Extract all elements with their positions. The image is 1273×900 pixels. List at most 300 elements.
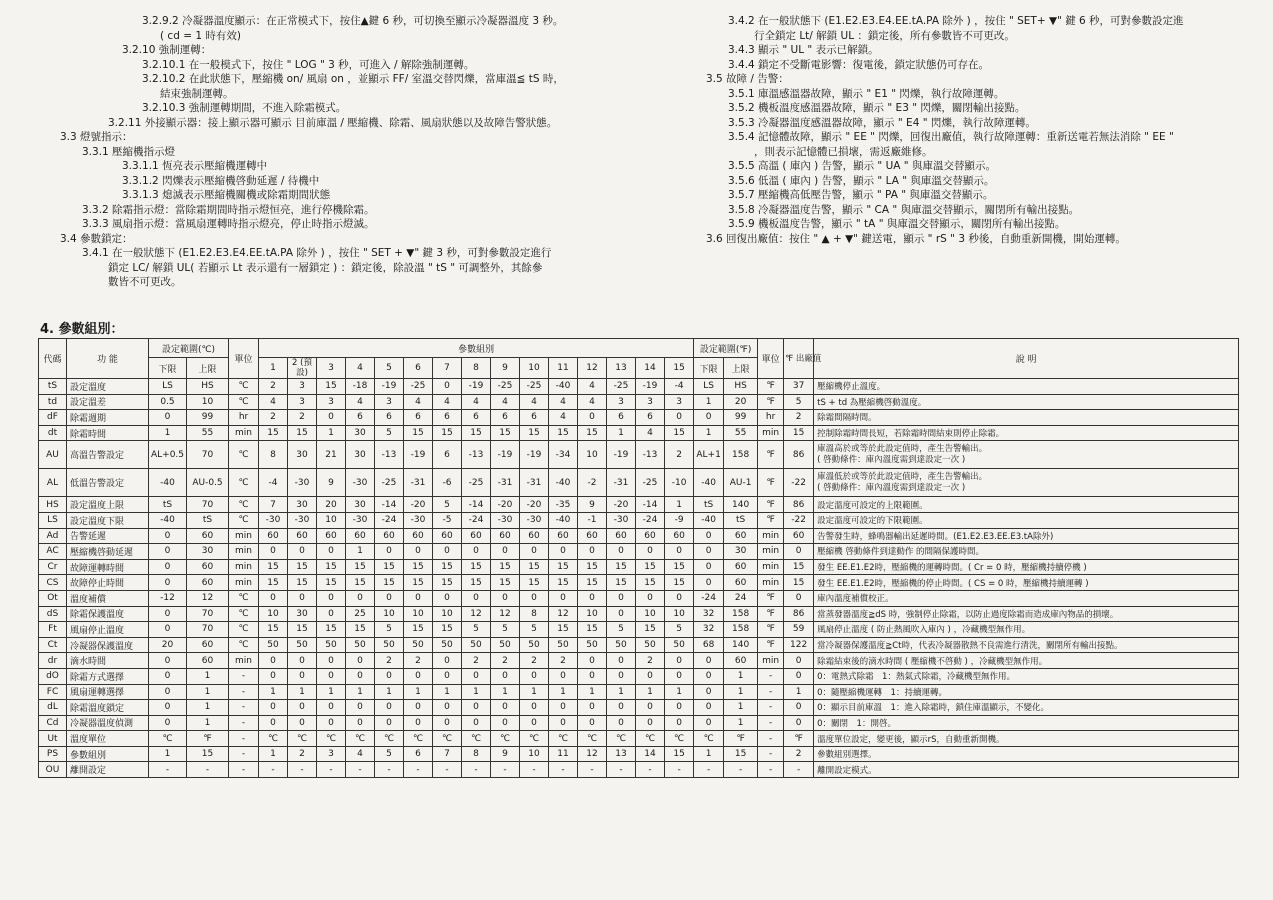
- group-value: 15: [520, 425, 549, 441]
- group-value: ℃: [433, 731, 462, 747]
- group-value: 0: [636, 715, 665, 731]
- header-group-15: 15: [665, 358, 694, 379]
- text-line: 3.4.1 在一般狀態下 (E1.E2.E3.E4.EE.tA.PA 除外 ) ，按住 " SET + ▼" 鍵 3 秒，可對參數設定進行: [82, 247, 552, 259]
- group-value: 0: [259, 668, 288, 684]
- range-lower-f: -24: [694, 590, 724, 606]
- group-value: 5: [462, 622, 491, 638]
- factory-default-f: 15: [784, 575, 814, 591]
- group-value: 4: [433, 394, 462, 410]
- group-value: 0: [578, 590, 607, 606]
- text-line: 3.5.2 機板溫度感溫器故障，顯示 " E3 " 閃爍，關閉輸出接點。: [728, 102, 1026, 114]
- group-value: -25: [375, 469, 404, 497]
- param-function: 參數組別: [67, 746, 149, 762]
- param-code: HS: [39, 497, 67, 513]
- group-value: 50: [491, 637, 520, 653]
- left-text-column: [60, 14, 620, 290]
- range-upper-c: 1: [187, 668, 229, 684]
- text-line: 3.5.5 高溫 ( 庫內 ) 告警，顯示 " UA " 與庫溫交替顯示。: [728, 160, 996, 172]
- group-value: 15: [607, 559, 636, 575]
- group-value: 15: [578, 622, 607, 638]
- group-value: 0: [665, 700, 694, 716]
- group-value: 0: [346, 653, 375, 669]
- param-code: OU: [39, 762, 67, 778]
- param-description: [814, 497, 1239, 513]
- text-line: 3.4.2 在一般狀態下 (E1.E2.E3.E4.EE.tA.PA 除外 ) ，按住 " SET+ ▼" 鍵 6 秒，可對參數設定進: [728, 15, 1184, 27]
- param-description: [814, 668, 1239, 684]
- range-lower-c: 1: [149, 425, 187, 441]
- group-value: 60: [636, 528, 665, 544]
- unit-f: ℉: [758, 637, 784, 653]
- group-value: 0: [317, 544, 346, 560]
- group-value: -30: [288, 512, 317, 528]
- range-upper-c: 60: [187, 653, 229, 669]
- group-value: 1: [607, 684, 636, 700]
- factory-default-f: ℉: [784, 731, 814, 747]
- unit-c: min: [229, 575, 259, 591]
- group-value: 5: [665, 622, 694, 638]
- description-line: 0：關閉 1：開啓。: [817, 718, 896, 729]
- range-lower-c: 0: [149, 715, 187, 731]
- group-value: 4: [404, 394, 433, 410]
- group-value: 15: [317, 559, 346, 575]
- group-value: 5: [433, 497, 462, 513]
- group-value: 7: [259, 497, 288, 513]
- param-description: [814, 731, 1239, 747]
- group-value: 50: [578, 637, 607, 653]
- header-group-14: 14: [636, 358, 665, 379]
- range-upper-c: 60: [187, 528, 229, 544]
- group-value: 3: [665, 394, 694, 410]
- param-code: AU: [39, 441, 67, 469]
- range-upper-f: 1: [724, 700, 758, 716]
- range-lower-f: -: [694, 762, 724, 778]
- group-value: 15: [433, 559, 462, 575]
- group-value: 15: [665, 575, 694, 591]
- group-value: -30: [607, 512, 636, 528]
- range-upper-c: 70: [187, 497, 229, 513]
- group-value: -: [404, 762, 433, 778]
- param-description: [814, 528, 1239, 544]
- group-value: 0: [578, 668, 607, 684]
- group-value: 15: [636, 559, 665, 575]
- group-value: 60: [346, 528, 375, 544]
- group-value: 14: [636, 746, 665, 762]
- group-value: 2: [259, 410, 288, 426]
- description-line: 0：電熱式除霜 1：熱氣式除霜，冷藏機型無作用。: [817, 672, 1015, 683]
- group-value: 0: [259, 590, 288, 606]
- description-line: 0：顯示目前庫溫 1：進入除霜時，鎖住庫溫顯示，不變化。: [817, 703, 1049, 714]
- group-value: 50: [375, 637, 404, 653]
- range-lower-c: -: [149, 762, 187, 778]
- param-description: [814, 469, 1239, 497]
- group-value: 10: [317, 512, 346, 528]
- range-upper-f: 15: [724, 746, 758, 762]
- unit-f: min: [758, 528, 784, 544]
- group-value: 2: [259, 379, 288, 395]
- range-lower-f: 1: [694, 394, 724, 410]
- group-value: 15: [259, 425, 288, 441]
- text-line: 3.3.1.1 恆亮表示壓縮機運轉中: [122, 160, 268, 172]
- param-function: 告警延遲: [67, 528, 149, 544]
- group-value: 1: [375, 684, 404, 700]
- range-upper-c: 70: [187, 441, 229, 469]
- group-value: 4: [259, 394, 288, 410]
- unit-c: ℃: [229, 469, 259, 497]
- header-upper-c: 上限: [187, 358, 229, 379]
- group-value: 0: [607, 544, 636, 560]
- range-upper-c: tS: [187, 512, 229, 528]
- group-value: 1: [549, 684, 578, 700]
- description-line: ( 啓動條件：庫內溫度需到達設定一次 ): [817, 454, 966, 465]
- param-function: 溫度單位: [67, 731, 149, 747]
- group-value: ℃: [404, 731, 433, 747]
- description-line: 參數組別選擇。: [817, 750, 877, 761]
- range-lower-c: 1: [149, 746, 187, 762]
- group-value: 0: [462, 544, 491, 560]
- group-value: -40: [549, 469, 578, 497]
- group-value: 15: [665, 559, 694, 575]
- group-value: -30: [346, 469, 375, 497]
- text-line: ，則表示記憶體已損壞，需返廠維修。: [754, 145, 933, 158]
- group-value: 0: [375, 668, 404, 684]
- group-value: 15: [665, 425, 694, 441]
- group-value: 0: [433, 715, 462, 731]
- group-value: 1: [665, 684, 694, 700]
- range-lower-f: 0: [694, 410, 724, 426]
- unit-f: ℉: [758, 512, 784, 528]
- group-value: 1: [346, 544, 375, 560]
- group-value: 0: [259, 544, 288, 560]
- group-value: 15: [462, 559, 491, 575]
- group-value: 60: [259, 528, 288, 544]
- group-value: 2: [636, 653, 665, 669]
- group-value: 15: [491, 425, 520, 441]
- range-lower-c: tS: [149, 497, 187, 513]
- factory-default-f: 60: [784, 528, 814, 544]
- unit-f: ℉: [758, 590, 784, 606]
- group-value: -31: [404, 469, 433, 497]
- range-upper-c: 60: [187, 575, 229, 591]
- range-lower-f: tS: [694, 497, 724, 513]
- group-value: -1: [578, 512, 607, 528]
- group-value: ℃: [491, 731, 520, 747]
- unit-c: ℃: [229, 394, 259, 410]
- header-group-7: 7: [433, 358, 462, 379]
- group-value: 25: [346, 606, 375, 622]
- range-lower-f: 0: [694, 528, 724, 544]
- param-function: 設定溫度上限: [67, 497, 149, 513]
- param-description: [814, 606, 1239, 622]
- unit-f: -: [758, 684, 784, 700]
- table-row: [39, 622, 1239, 638]
- group-value: 15: [346, 622, 375, 638]
- range-upper-c: 60: [187, 637, 229, 653]
- group-value: -: [259, 762, 288, 778]
- param-description: [814, 762, 1239, 778]
- range-upper-c: 12: [187, 590, 229, 606]
- table-row: [39, 379, 1239, 395]
- unit-f: ℉: [758, 469, 784, 497]
- header-group-6: 6: [404, 358, 433, 379]
- section-title: 4. 參數組別：: [40, 322, 124, 337]
- description-line: 發生 EE.E1.E2時，壓縮機的運轉時間。( Cr = 0 時，壓縮機持續停機 ): [817, 563, 1087, 574]
- group-value: 10: [665, 606, 694, 622]
- group-value: 6: [433, 410, 462, 426]
- param-function: 冷凝器溫度偵測: [67, 715, 149, 731]
- group-value: -13: [462, 441, 491, 469]
- group-value: 0: [520, 700, 549, 716]
- group-value: 15: [462, 425, 491, 441]
- param-description: [814, 684, 1239, 700]
- param-description: [814, 544, 1239, 560]
- group-value: 6: [375, 410, 404, 426]
- unit-f: -: [758, 762, 784, 778]
- unit-f: -: [758, 715, 784, 731]
- unit-c: -: [229, 684, 259, 700]
- group-value: 0: [462, 668, 491, 684]
- factory-default-f: 86: [784, 497, 814, 513]
- text-line: 3.3 燈號指示：: [60, 131, 133, 143]
- param-function: 設定溫差: [67, 394, 149, 410]
- group-value: 50: [549, 637, 578, 653]
- factory-default-f: 0: [784, 544, 814, 560]
- header-group-3: 3: [317, 358, 346, 379]
- range-lower-f: 1: [694, 425, 724, 441]
- param-code: Ft: [39, 622, 67, 638]
- range-upper-c: AU-0.5: [187, 469, 229, 497]
- group-value: 60: [607, 528, 636, 544]
- group-value: 1: [665, 497, 694, 513]
- group-value: 1: [607, 425, 636, 441]
- group-value: 0: [520, 715, 549, 731]
- group-value: 15: [462, 575, 491, 591]
- param-function: 故障停止時間: [67, 575, 149, 591]
- range-lower-f: -40: [694, 469, 724, 497]
- group-value: 15: [520, 575, 549, 591]
- group-value: -34: [549, 441, 578, 469]
- group-value: 0: [549, 715, 578, 731]
- range-upper-c: 15: [187, 746, 229, 762]
- text-line: 3.3.1.3 熄滅表示壓縮機關機或除霜期間狀態: [122, 189, 331, 201]
- header-range-f: 設定範圍(℉): [694, 339, 758, 358]
- group-value: 0: [491, 544, 520, 560]
- group-value: 0: [317, 715, 346, 731]
- group-value: 0: [346, 700, 375, 716]
- factory-default-f: 0: [784, 668, 814, 684]
- text-line: 3.4.4 鎖定不受斷電影響：復電後，鎖定狀態仍可存在。: [728, 58, 990, 71]
- group-value: 10: [578, 441, 607, 469]
- group-value: -30: [491, 512, 520, 528]
- group-value: -19: [462, 379, 491, 395]
- group-value: 2: [404, 653, 433, 669]
- group-value: 0: [375, 715, 404, 731]
- unit-f: ℉: [758, 622, 784, 638]
- group-value: -: [346, 762, 375, 778]
- group-value: 12: [578, 746, 607, 762]
- group-value: -: [520, 762, 549, 778]
- group-value: 5: [375, 425, 404, 441]
- group-value: 0: [665, 653, 694, 669]
- group-value: 0: [317, 590, 346, 606]
- range-upper-f: 20: [724, 394, 758, 410]
- range-upper-f: 55: [724, 425, 758, 441]
- range-lower-c: 0: [149, 528, 187, 544]
- group-value: -20: [404, 497, 433, 513]
- range-upper-c: 70: [187, 622, 229, 638]
- header-group-4: 4: [346, 358, 375, 379]
- group-value: 1: [433, 684, 462, 700]
- unit-c: -: [229, 746, 259, 762]
- group-value: 0: [520, 544, 549, 560]
- range-upper-f: 60: [724, 575, 758, 591]
- range-lower-c: 0: [149, 559, 187, 575]
- range-lower-f: 0: [694, 700, 724, 716]
- group-value: 3: [607, 394, 636, 410]
- table-row: [39, 762, 1239, 778]
- group-value: 10: [404, 606, 433, 622]
- group-value: 3: [288, 379, 317, 395]
- header-description: 說 明: [814, 339, 1239, 379]
- unit-f: min: [758, 559, 784, 575]
- group-value: 0: [636, 544, 665, 560]
- group-value: 15: [346, 559, 375, 575]
- unit-c: min: [229, 559, 259, 575]
- factory-default-f: 0: [784, 700, 814, 716]
- group-value: -25: [607, 379, 636, 395]
- range-lower-f: 0: [694, 653, 724, 669]
- text-line: 3.5.3 冷凝器溫度感溫器故障，顯示 " E4 " 閃爍，執行故障運轉。: [728, 116, 1036, 129]
- header-group-11: 11: [549, 358, 578, 379]
- group-value: 0: [462, 715, 491, 731]
- range-upper-c: 1: [187, 715, 229, 731]
- group-value: 0: [549, 700, 578, 716]
- group-value: 0: [288, 668, 317, 684]
- group-value: 60: [288, 528, 317, 544]
- group-value: -40: [549, 379, 578, 395]
- unit-f: min: [758, 653, 784, 669]
- range-lower-c: -40: [149, 512, 187, 528]
- range-lower-c: LS: [149, 379, 187, 395]
- group-value: 0: [520, 590, 549, 606]
- group-value: -: [317, 762, 346, 778]
- range-lower-f: 68: [694, 637, 724, 653]
- group-value: 60: [404, 528, 433, 544]
- group-value: 1: [578, 684, 607, 700]
- group-value: 0: [288, 715, 317, 731]
- group-value: 15: [578, 425, 607, 441]
- right-text-column: [706, 14, 1226, 246]
- unit-f: ℉: [758, 379, 784, 395]
- group-value: 1: [259, 684, 288, 700]
- range-upper-f: 1: [724, 668, 758, 684]
- param-function: 滴水時間: [67, 653, 149, 669]
- group-value: -30: [404, 512, 433, 528]
- table-row: [39, 637, 1239, 653]
- param-function: 高溫告警設定: [67, 441, 149, 469]
- group-value: 30: [288, 606, 317, 622]
- group-value: -25: [636, 469, 665, 497]
- unit-f: ℉: [758, 606, 784, 622]
- group-value: 0: [288, 590, 317, 606]
- group-value: 0: [578, 410, 607, 426]
- group-value: 15: [549, 575, 578, 591]
- unit-c: -: [229, 762, 259, 778]
- text-line: 數皆不可更改。: [108, 276, 182, 288]
- unit-c: -: [229, 715, 259, 731]
- text-line: 3.5.6 低溫 ( 庫內 ) 告警，顯示 " LA " 與庫溫交替顯示。: [728, 174, 995, 187]
- group-value: 1: [346, 684, 375, 700]
- group-value: -14: [636, 497, 665, 513]
- group-value: 30: [346, 425, 375, 441]
- group-value: 4: [491, 394, 520, 410]
- param-function: 設定溫度: [67, 379, 149, 395]
- header-groups: 參數組別: [259, 339, 694, 358]
- param-code: Cd: [39, 715, 67, 731]
- unit-c: ℃: [229, 497, 259, 513]
- group-value: -6: [433, 469, 462, 497]
- range-upper-f: 158: [724, 441, 758, 469]
- group-value: 9: [491, 746, 520, 762]
- description-line: 溫度單位設定，變更後，顯示rS，自動重新開機。: [817, 734, 1005, 745]
- group-value: -18: [346, 379, 375, 395]
- group-value: 3: [317, 746, 346, 762]
- text-line: 3.5.1 庫溫感溫器故障，顯示 " E1 " 閃爍，執行故障運轉。: [728, 87, 1005, 100]
- text-line: 3.2.11 外接顯示器：接上顯示器可顯示 目前庫溫 / 壓縮機、除霜、風扇狀態以及故障告警狀態。: [108, 116, 558, 129]
- group-value: 0: [404, 715, 433, 731]
- group-value: -19: [491, 441, 520, 469]
- group-value: -20: [607, 497, 636, 513]
- group-value: 6: [491, 410, 520, 426]
- table-row: [39, 497, 1239, 513]
- param-function: 除霜方式選擇: [67, 668, 149, 684]
- text-line: 3.3.2 除霜指示燈：當除霜期間時指示燈恒亮，進行停機除霜。: [82, 203, 375, 216]
- table-row: [39, 544, 1239, 560]
- header-lower-f: 下限: [694, 358, 724, 379]
- header-group-8: 8: [462, 358, 491, 379]
- factory-default-f: 0: [784, 653, 814, 669]
- group-value: 6: [346, 410, 375, 426]
- description-line: 控制除霜時間長短，若除霜時間結束則停止除霜。: [817, 429, 1005, 440]
- group-value: 0: [346, 668, 375, 684]
- group-value: 4: [462, 394, 491, 410]
- group-value: 15: [578, 575, 607, 591]
- group-value: 1: [259, 746, 288, 762]
- range-upper-c: ℉: [187, 731, 229, 747]
- group-value: -: [491, 762, 520, 778]
- header-group-13: 13: [607, 358, 636, 379]
- group-value: 0: [404, 668, 433, 684]
- group-value: 0: [433, 668, 462, 684]
- table-row: [39, 746, 1239, 762]
- group-value: 50: [636, 637, 665, 653]
- range-upper-c: 1: [187, 700, 229, 716]
- group-value: 0: [433, 653, 462, 669]
- group-value: 15: [636, 575, 665, 591]
- group-value: -19: [404, 441, 433, 469]
- group-value: 2: [520, 653, 549, 669]
- range-upper-c: 70: [187, 606, 229, 622]
- text-line: 3.5 故障 / 告警：: [706, 73, 789, 85]
- group-value: 12: [549, 606, 578, 622]
- range-upper-f: 158: [724, 606, 758, 622]
- param-code: AC: [39, 544, 67, 560]
- group-value: 0: [491, 715, 520, 731]
- text-line: 3.3.3 風扇指示燈：當風扇運轉時指示燈亮，停止時指示燈滅。: [82, 218, 375, 230]
- group-value: -: [665, 762, 694, 778]
- group-value: ℃: [578, 731, 607, 747]
- description-line: 庫溫低於或等於此設定值時，產生告警輸出。: [817, 471, 988, 482]
- group-value: ℃: [665, 731, 694, 747]
